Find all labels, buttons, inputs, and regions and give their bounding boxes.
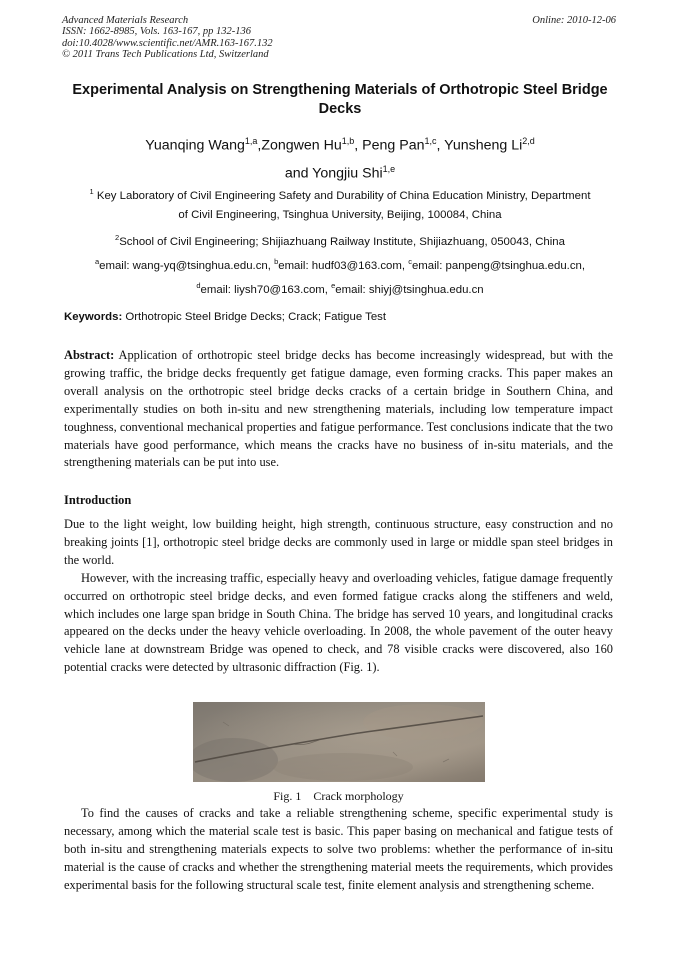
journal-header (62, 15, 616, 60)
author-list (50, 130, 630, 185)
affiliation-1 (62, 182, 618, 225)
abstract-label: Abstract: (64, 348, 115, 362)
author-name: ,Zongwen Hu (257, 137, 342, 154)
author-name: Yuanqing Wang (145, 137, 245, 154)
figure-caption: Fig. 1 Crack morphology (273, 789, 404, 803)
email-list (62, 252, 618, 300)
crack-photo-image (193, 702, 485, 782)
affiliation-1-line-2 (62, 206, 618, 225)
abstract-text: Application of orthotropic steel bridge decks has become increasingly widespread, but with the growing traffic, the bridge decks frequently get fatigue damage, even forming cracks. This paper makes an overall analysis on the orthotropic steel bridge decks cracks of a certain bridge in Southern China, and experimentally studies on both in-situ and new strengthening materials, including low temperature impact toughness, conventional mechanical properties and fatigue performance. Test conclusions indicate that the two materials have good performance, which means the cracks have no business of in-situ materials, and the strengthening materials can be put into use. (64, 348, 613, 470)
doi-line: doi:10.4028/www.scientific.net/AMR.163-167.132 (62, 37, 273, 49)
email-text: email: hudf03@163.com, (278, 259, 409, 272)
introduction-body (64, 516, 613, 677)
author-name: and Yongjiu Shi (284, 165, 383, 182)
email-text: email: wang-yq@tsinghua.edu.cn, (99, 259, 275, 272)
intro-paragraph-1: Due to the light weight, low building height, high strength, continuous structure, easy construction and no breaking joints [1], orthotropic steel bridge decks are commonly used in large or middle span steel bridges in the world. (64, 517, 613, 567)
copyright-line: © 2011 Trans Tech Publications Ltd, Switzerland (62, 48, 269, 60)
keywords-label: Keywords: (64, 311, 123, 323)
author-superscript: 1,b (341, 136, 355, 146)
issn-line: ISSN: 1662-8985, Vols. 163-167, pp 132-136 (62, 26, 251, 38)
email-line-2 (62, 276, 618, 300)
affiliation-2 (62, 228, 618, 252)
author-superscript: 1,c (424, 136, 437, 146)
online-date: Online: 2010-12-06 (532, 15, 616, 26)
email-mark: b (274, 257, 279, 266)
affiliation-mark: 1 (89, 187, 94, 196)
email-mark: c (408, 257, 412, 266)
author-superscript: 2,d (522, 136, 535, 146)
journal-name: Advanced Materials Research (62, 15, 189, 26)
author-name: , Peng Pan (354, 137, 425, 154)
email-text: email: liysh70@163.com, (200, 283, 332, 296)
email-text: email: panpeng@tsinghua.edu.cn, (411, 259, 586, 272)
paper-title: Experimental Analysis on Strengthening Materials of Orthotropic Steel Bridge Decks (72, 82, 608, 117)
author-superscript: 1,a (244, 136, 258, 146)
keywords-text: Orthotropic Steel Bridge Decks; Crack; Fatigue Test (122, 311, 387, 323)
abstract (64, 347, 613, 472)
email-mark: a (94, 257, 100, 266)
author-line-1 (50, 130, 630, 158)
affiliation-text: School of Civil Engineering; Shijiazhuang Railway Institute, Shijiazhuang, 050043, China (119, 235, 565, 248)
email-line-1 (62, 252, 618, 276)
email-mark: d (196, 280, 201, 290)
affiliation-text: Key Laboratory of Civil Engineering Safety and Durability of China Education Ministry, Department (93, 189, 591, 202)
affiliation-mark: 2 (115, 233, 120, 242)
keywords (64, 309, 620, 325)
crack-morphology-photo (193, 702, 485, 782)
section-heading-introduction: Introduction (64, 493, 132, 507)
email-text: email: shiyj@tsinghua.edu.cn (335, 283, 484, 296)
author-name: , Yunsheng Li (436, 137, 523, 154)
affiliation-text: of Civil Engineering, Tsinghua University, Beijing, 100084, China (178, 208, 502, 221)
email-mark: e (331, 280, 336, 290)
intro-paragraph-2: However, with the increasing traffic, especially heavy and overloading vehicles, fatigue damage frequently occurred on orthotropic steel bridge decks, and even formed fatigue cracks along the stiffeners and weld, which includes one large span bridge in South China. The bridge has served 10 years, and longitudinal cracks appeared on the decks under the heavy vehicle overloading. In 2008, the whole pavement of the outer heavy vehicle lane at downstream Bridge was opened to check, and 78 visible cracks were discovered, also 160 potential cracks were detected by ultrasonic diffraction (Fig. 1). (64, 570, 613, 675)
affiliation-1-line-1 (62, 182, 618, 206)
intro-paragraph-3: To find the causes of cracks and take a reliable strengthening scheme, specific experimental study is necessary, among which the material scale test is basic. This paper basing on mechanical and fatigue tests of both in-situ and strengthening materials expects to solve two problems: whether the performance of in-situ material is the cause of cracks and whether the strengthening material meets the requirements, which provides experimental basis for the following structural scale test, finite element analysis and strengthening scheme. (64, 806, 613, 892)
author-superscript: 1,e (382, 163, 396, 174)
